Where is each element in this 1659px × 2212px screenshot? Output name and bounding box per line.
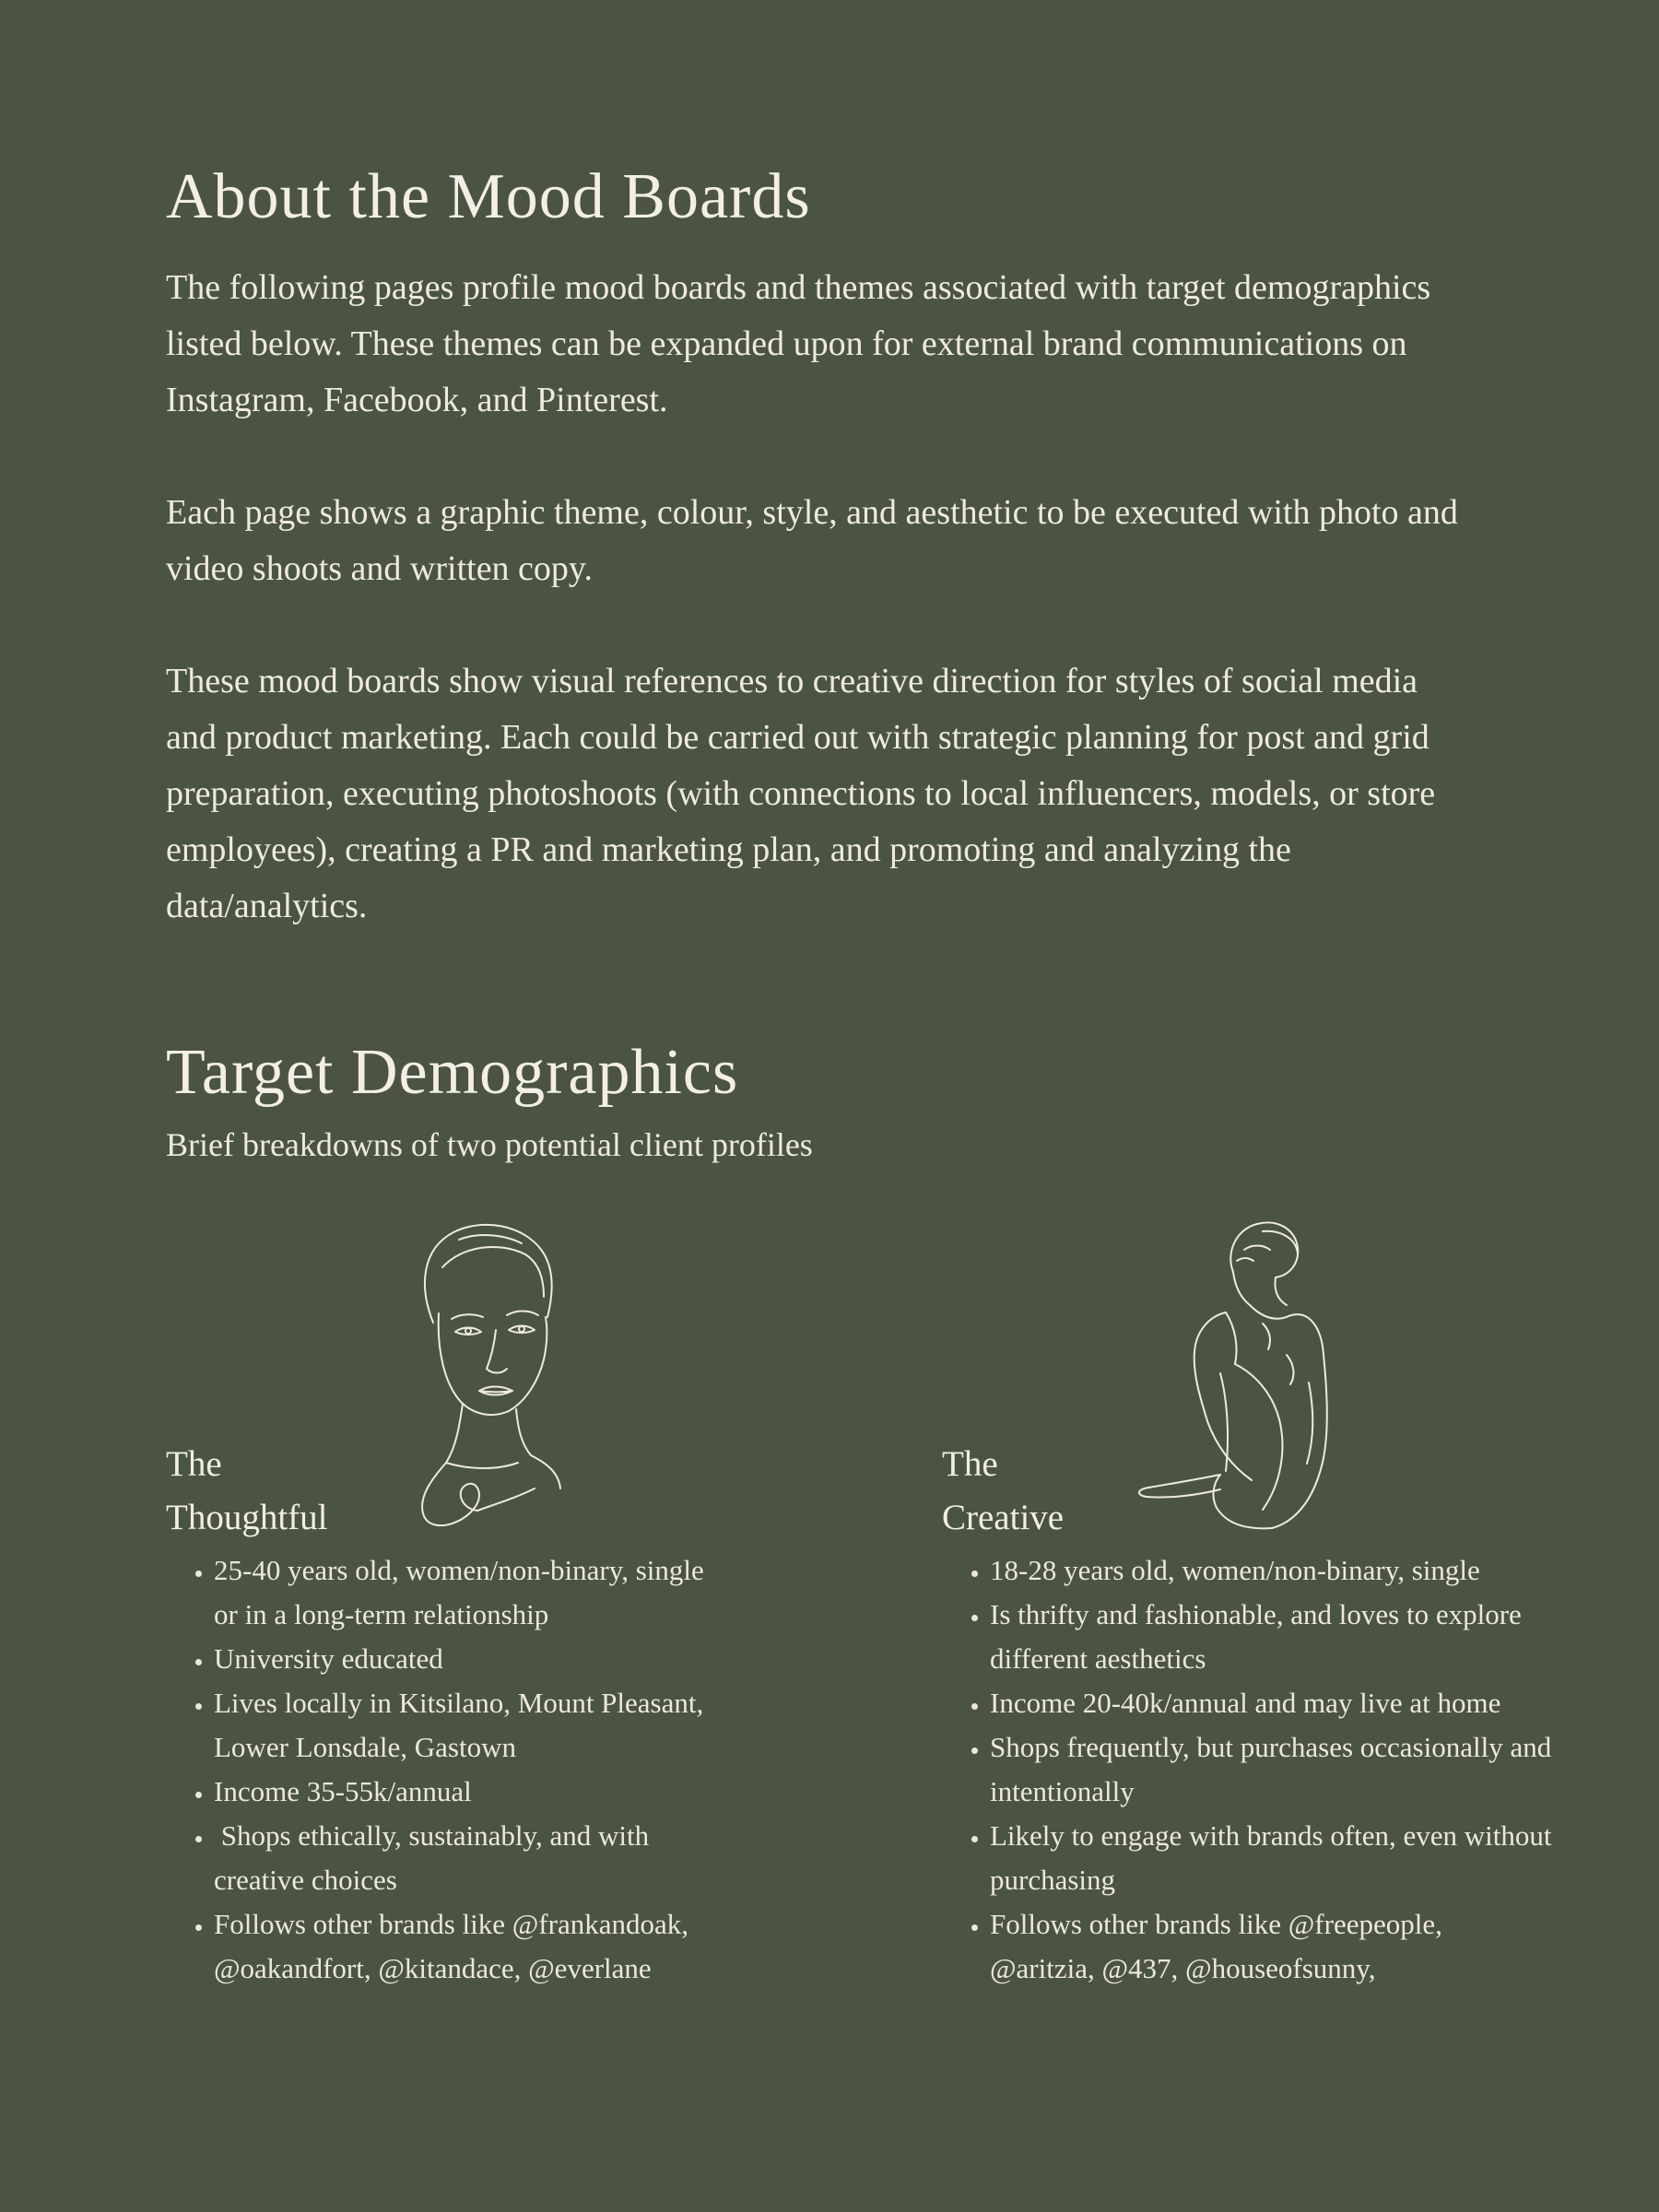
- list-item: • Shops frequently, but purchases occasionally and intentionally: [990, 1725, 1561, 1814]
- about-paragraph-2: Each page shows a graphic theme, colour, style, and aesthetic to be executed with photo and video shoots and written copy.: [166, 493, 1458, 588]
- list-item: • Income 20-40k/annual and may live at home: [990, 1681, 1561, 1725]
- line-art-face-icon: [406, 1221, 562, 1535]
- profile-heading-line2: Thoughtful: [166, 1498, 328, 1537]
- list-item: • Lives locally in Kitsilano, Mount Pleasant, Lower Lonsdale, Gastown: [214, 1681, 730, 1770]
- list-item: • Is thrifty and fashionable, and loves to explore different aesthetics: [990, 1593, 1561, 1681]
- list-item: • Shops ethically, sustainably, and with creative choices: [214, 1814, 730, 1902]
- profile-heading-line2: Creative: [942, 1498, 1065, 1537]
- list-item: • 18-28 years old, women/non-binary, single: [990, 1548, 1561, 1593]
- target-demographics-subtitle: Brief breakdowns of two potential client profiles: [166, 1126, 813, 1163]
- about-title: About the Mood Boards: [166, 161, 811, 232]
- line-art-seated-figure-icon: [1124, 1217, 1346, 1539]
- profile-heading-creative: [942, 1438, 1145, 1545]
- list-item: • University educated: [214, 1637, 730, 1681]
- about-paragraph-3: These mood boards show visual references to creative direction for styles of social media and product marketing. Each could be carried out with strategic planning for post and grid preparation, executing photoshoots (with connections to local influencers, models, or store employees), creating a PR and marketing plan, and promoting and analyzing the data/analytics.: [166, 662, 1436, 925]
- about-paragraph-1: The following pages profile mood boards and themes associated with target demographics listed below. These themes can be expanded upon for external brand communications on Instagram, Facebook, and Pinterest.: [166, 268, 1431, 419]
- profile-list-creative: [942, 1548, 1561, 1991]
- target-demographics-title: Target Demographics: [166, 1037, 739, 1108]
- profile-heading-line1: The: [942, 1444, 998, 1484]
- profile-list-thoughtful: [166, 1548, 730, 1991]
- list-item: • Likely to engage with brands often, even without purchasing: [990, 1814, 1561, 1902]
- list-item: • 25-40 years old, women/non-binary, single or in a long-term relationship: [214, 1548, 730, 1637]
- profile-heading-line1: The: [166, 1444, 222, 1484]
- list-item: • Follows other brands like @frankandoak, @oakandfort, @kitandace, @everlane: [214, 1902, 730, 1991]
- list-item: • Follows other brands like @freepeople, @aritzia, @437, @houseofsunny,: [990, 1902, 1561, 1991]
- profile-heading-thoughtful: [166, 1438, 369, 1545]
- list-item: • Income 35-55k/annual: [214, 1770, 730, 1814]
- about-body: [166, 260, 1475, 935]
